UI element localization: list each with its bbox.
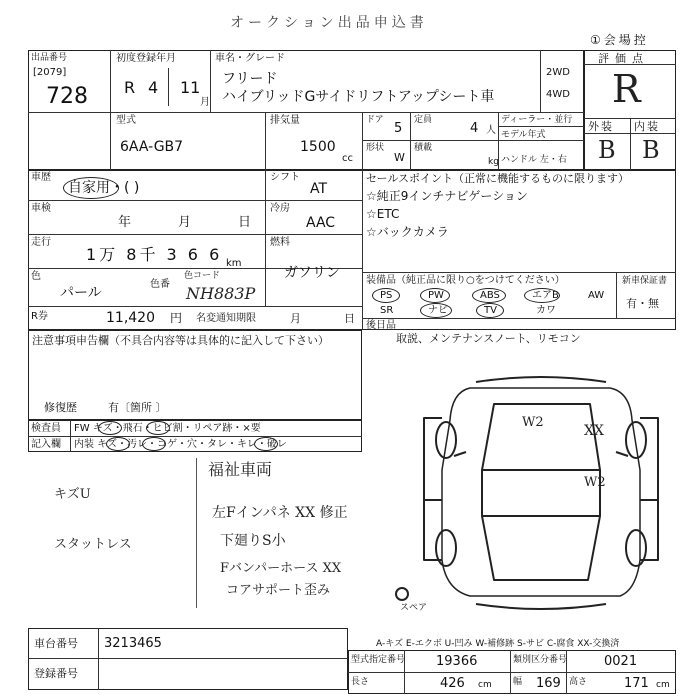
repair-label: 修復歴 bbox=[44, 401, 77, 414]
damage-legend: A-キズ E-エクボ U-凹み W-補修跡 S-サビ C-腐食 XX-交換済 bbox=[376, 639, 620, 649]
sales-point-2: ☆ETC bbox=[366, 207, 400, 221]
inspection-month-label: 月 bbox=[178, 215, 192, 230]
drive-4wd: 4WD bbox=[546, 89, 570, 100]
body-label: 形状 bbox=[366, 143, 385, 153]
equipment-ps: PS bbox=[380, 290, 393, 301]
equipment-leather: カワ bbox=[536, 305, 556, 316]
equipment-aw: AW bbox=[588, 290, 605, 301]
interior-score: B bbox=[642, 136, 660, 164]
lot-number: 728 bbox=[46, 84, 88, 109]
sales-point-1: ☆純正9インチナビゲーション bbox=[366, 189, 528, 203]
chassis-value: 3213465 bbox=[104, 636, 162, 651]
handwritten-note-1: 福祉車両 bbox=[208, 460, 273, 479]
color-label: 色 bbox=[31, 271, 41, 282]
history-label: 車歴 bbox=[31, 172, 51, 183]
handwritten-note-4: Fバンパーホース XX bbox=[220, 561, 342, 576]
type-designation-label: 型式指定番号 bbox=[351, 655, 406, 665]
load-unit: kg bbox=[488, 157, 499, 167]
lot-label: 出品番号 bbox=[31, 53, 68, 63]
height-unit: cm bbox=[656, 680, 670, 690]
handwritten-note-5: コアサポート歪み bbox=[226, 583, 331, 598]
doors: 5 bbox=[394, 121, 403, 136]
map-mark-3: W2 bbox=[584, 475, 606, 490]
venue-copy-label: ①会場控 bbox=[590, 33, 649, 47]
equipment-label: 装備品（純正品に限り○をつけてください） bbox=[366, 275, 565, 286]
recycle-unit: 円 bbox=[170, 311, 183, 325]
map-mark-spare: スペア bbox=[400, 603, 428, 613]
registration-month: 11 bbox=[180, 78, 201, 97]
history-value: 自家用・( ) bbox=[68, 180, 140, 196]
sales-point-3: ☆バックカメラ bbox=[366, 225, 449, 239]
notes-label: 注意事項申告欄（不具合内容等は具体的に記入して下さい） bbox=[32, 334, 329, 347]
reg-number-label: 登録番号 bbox=[34, 667, 78, 680]
color-code-sub-label: 色コード bbox=[184, 271, 221, 281]
length-unit: cm bbox=[478, 680, 492, 690]
recycle-label: R券 bbox=[31, 311, 48, 322]
notice-day-label: 日 bbox=[344, 312, 355, 325]
model-code-label: 型式 bbox=[116, 115, 136, 126]
length: 426 bbox=[440, 676, 465, 691]
load-label: 積載 bbox=[414, 143, 433, 153]
width: 169 bbox=[536, 676, 561, 691]
handwritten-left-1: キズU bbox=[54, 487, 91, 502]
equipment-tv: TV bbox=[484, 305, 497, 316]
category: 0021 bbox=[604, 654, 638, 669]
width-label: 幅 bbox=[513, 677, 523, 687]
mileage-label: 走行 bbox=[31, 237, 51, 248]
dealer-label: ディーラー・並行 bbox=[501, 115, 573, 125]
accessories-label: 後日品 bbox=[366, 320, 396, 331]
vehicle-model: フリード bbox=[222, 71, 278, 87]
handwritten-note-2: 左Fインパネ XX 修正 bbox=[212, 505, 348, 521]
sales-points-label: セールスポイント（正常に機能するものに限ります） bbox=[366, 172, 630, 185]
overall-score: R bbox=[612, 67, 641, 111]
equipment-sr: SR bbox=[380, 305, 394, 316]
inspector-row-2: 内装 キズ・汚レ・コゲ・穴・タレ・キレ・破レ bbox=[74, 439, 287, 450]
length-label: 長さ bbox=[351, 677, 370, 687]
model-year-label: モデル年式 bbox=[501, 130, 546, 140]
type-designation: 19366 bbox=[436, 654, 478, 669]
registration-year: 4 bbox=[148, 78, 159, 97]
capacity-label: 定員 bbox=[414, 115, 433, 125]
displacement-label: 排気量 bbox=[270, 115, 300, 126]
mileage-value: 1万 8千 3 6 6 bbox=[86, 245, 223, 264]
doors-label: ドア bbox=[366, 115, 384, 125]
ac-value: AAC bbox=[306, 215, 336, 231]
equipment-navi: ナビ bbox=[428, 305, 448, 316]
new-warranty-value: 有・無 bbox=[626, 297, 659, 310]
fuel-value: ガソリン bbox=[284, 265, 340, 281]
equipment-abs: ABS bbox=[480, 290, 500, 301]
shift-label: シフト bbox=[270, 172, 300, 183]
registration-era: R bbox=[124, 78, 136, 97]
color-code-label: 色番 bbox=[150, 279, 170, 290]
interior-label: 内装 bbox=[634, 120, 660, 133]
body: W bbox=[394, 151, 405, 164]
mileage-unit: km bbox=[226, 258, 242, 269]
accessories-value: 取説、メンテナンスノート、リモコン bbox=[396, 332, 581, 345]
vehicle-grade: ハイブリッドGサイドリフトアップシート車 bbox=[222, 89, 495, 105]
chassis-label: 車台番号 bbox=[34, 637, 78, 650]
registration-month-unit: 月 bbox=[200, 97, 210, 108]
equipment-airbag: エアB bbox=[532, 290, 559, 301]
capacity: 4 bbox=[470, 121, 479, 136]
category-label: 類別区分番号 bbox=[513, 655, 568, 665]
map-mark-2: XX bbox=[584, 423, 604, 439]
exterior-label: 外装 bbox=[588, 120, 614, 133]
recycle-value: 11,420 bbox=[106, 310, 155, 326]
height-label: 高さ bbox=[569, 677, 588, 687]
notice-label: 名変通知期限 bbox=[196, 313, 256, 324]
color-value: パール bbox=[60, 285, 102, 301]
handwritten-note-3: 下廻りS小 bbox=[220, 533, 286, 549]
inspector-check-label: 検査員 bbox=[31, 423, 61, 434]
ac-label: 冷房 bbox=[270, 203, 290, 214]
displacement-unit: cc bbox=[342, 153, 353, 164]
score-label: 評価点 bbox=[598, 52, 649, 65]
map-mark-1: W2 bbox=[522, 415, 544, 430]
notice-month-label: 月 bbox=[290, 312, 301, 325]
exterior-score: B bbox=[598, 136, 616, 164]
capacity-unit: 人 bbox=[486, 125, 496, 136]
repair-value: 有〔箇所 〕 bbox=[108, 401, 167, 414]
model-code: 6AA-GB7 bbox=[120, 139, 184, 155]
inspector-row-1: FW キズ・飛石・ヒビ割・リペア跡・×要 bbox=[74, 423, 261, 434]
displacement: 1500 bbox=[300, 139, 336, 155]
lot-sub-number: [2079] bbox=[33, 67, 67, 78]
inspection-day-label: 日 bbox=[238, 215, 252, 230]
inspector-entry-label: 記入欄 bbox=[31, 439, 61, 450]
form-title: オークション出品申込書 bbox=[230, 15, 428, 31]
equipment-pw: PW bbox=[428, 290, 444, 301]
registration-label: 初度登録年月 bbox=[116, 53, 176, 64]
inspection-year-label: 年 bbox=[118, 215, 132, 230]
color-code: NH883P bbox=[186, 284, 256, 303]
inspection-label: 車検 bbox=[31, 203, 51, 214]
shift-value: AT bbox=[310, 181, 328, 197]
fuel-label: 燃料 bbox=[270, 237, 290, 248]
vehicle-name-label: 車名・グレード bbox=[215, 53, 285, 64]
height: 171 bbox=[624, 676, 649, 691]
handle-label: ハンドル 左・右 bbox=[501, 155, 567, 165]
handwritten-left-2: スタットレス bbox=[54, 537, 132, 552]
drive-2wd: 2WD bbox=[546, 67, 570, 78]
new-warranty-label: 新車保証書 bbox=[622, 276, 668, 286]
